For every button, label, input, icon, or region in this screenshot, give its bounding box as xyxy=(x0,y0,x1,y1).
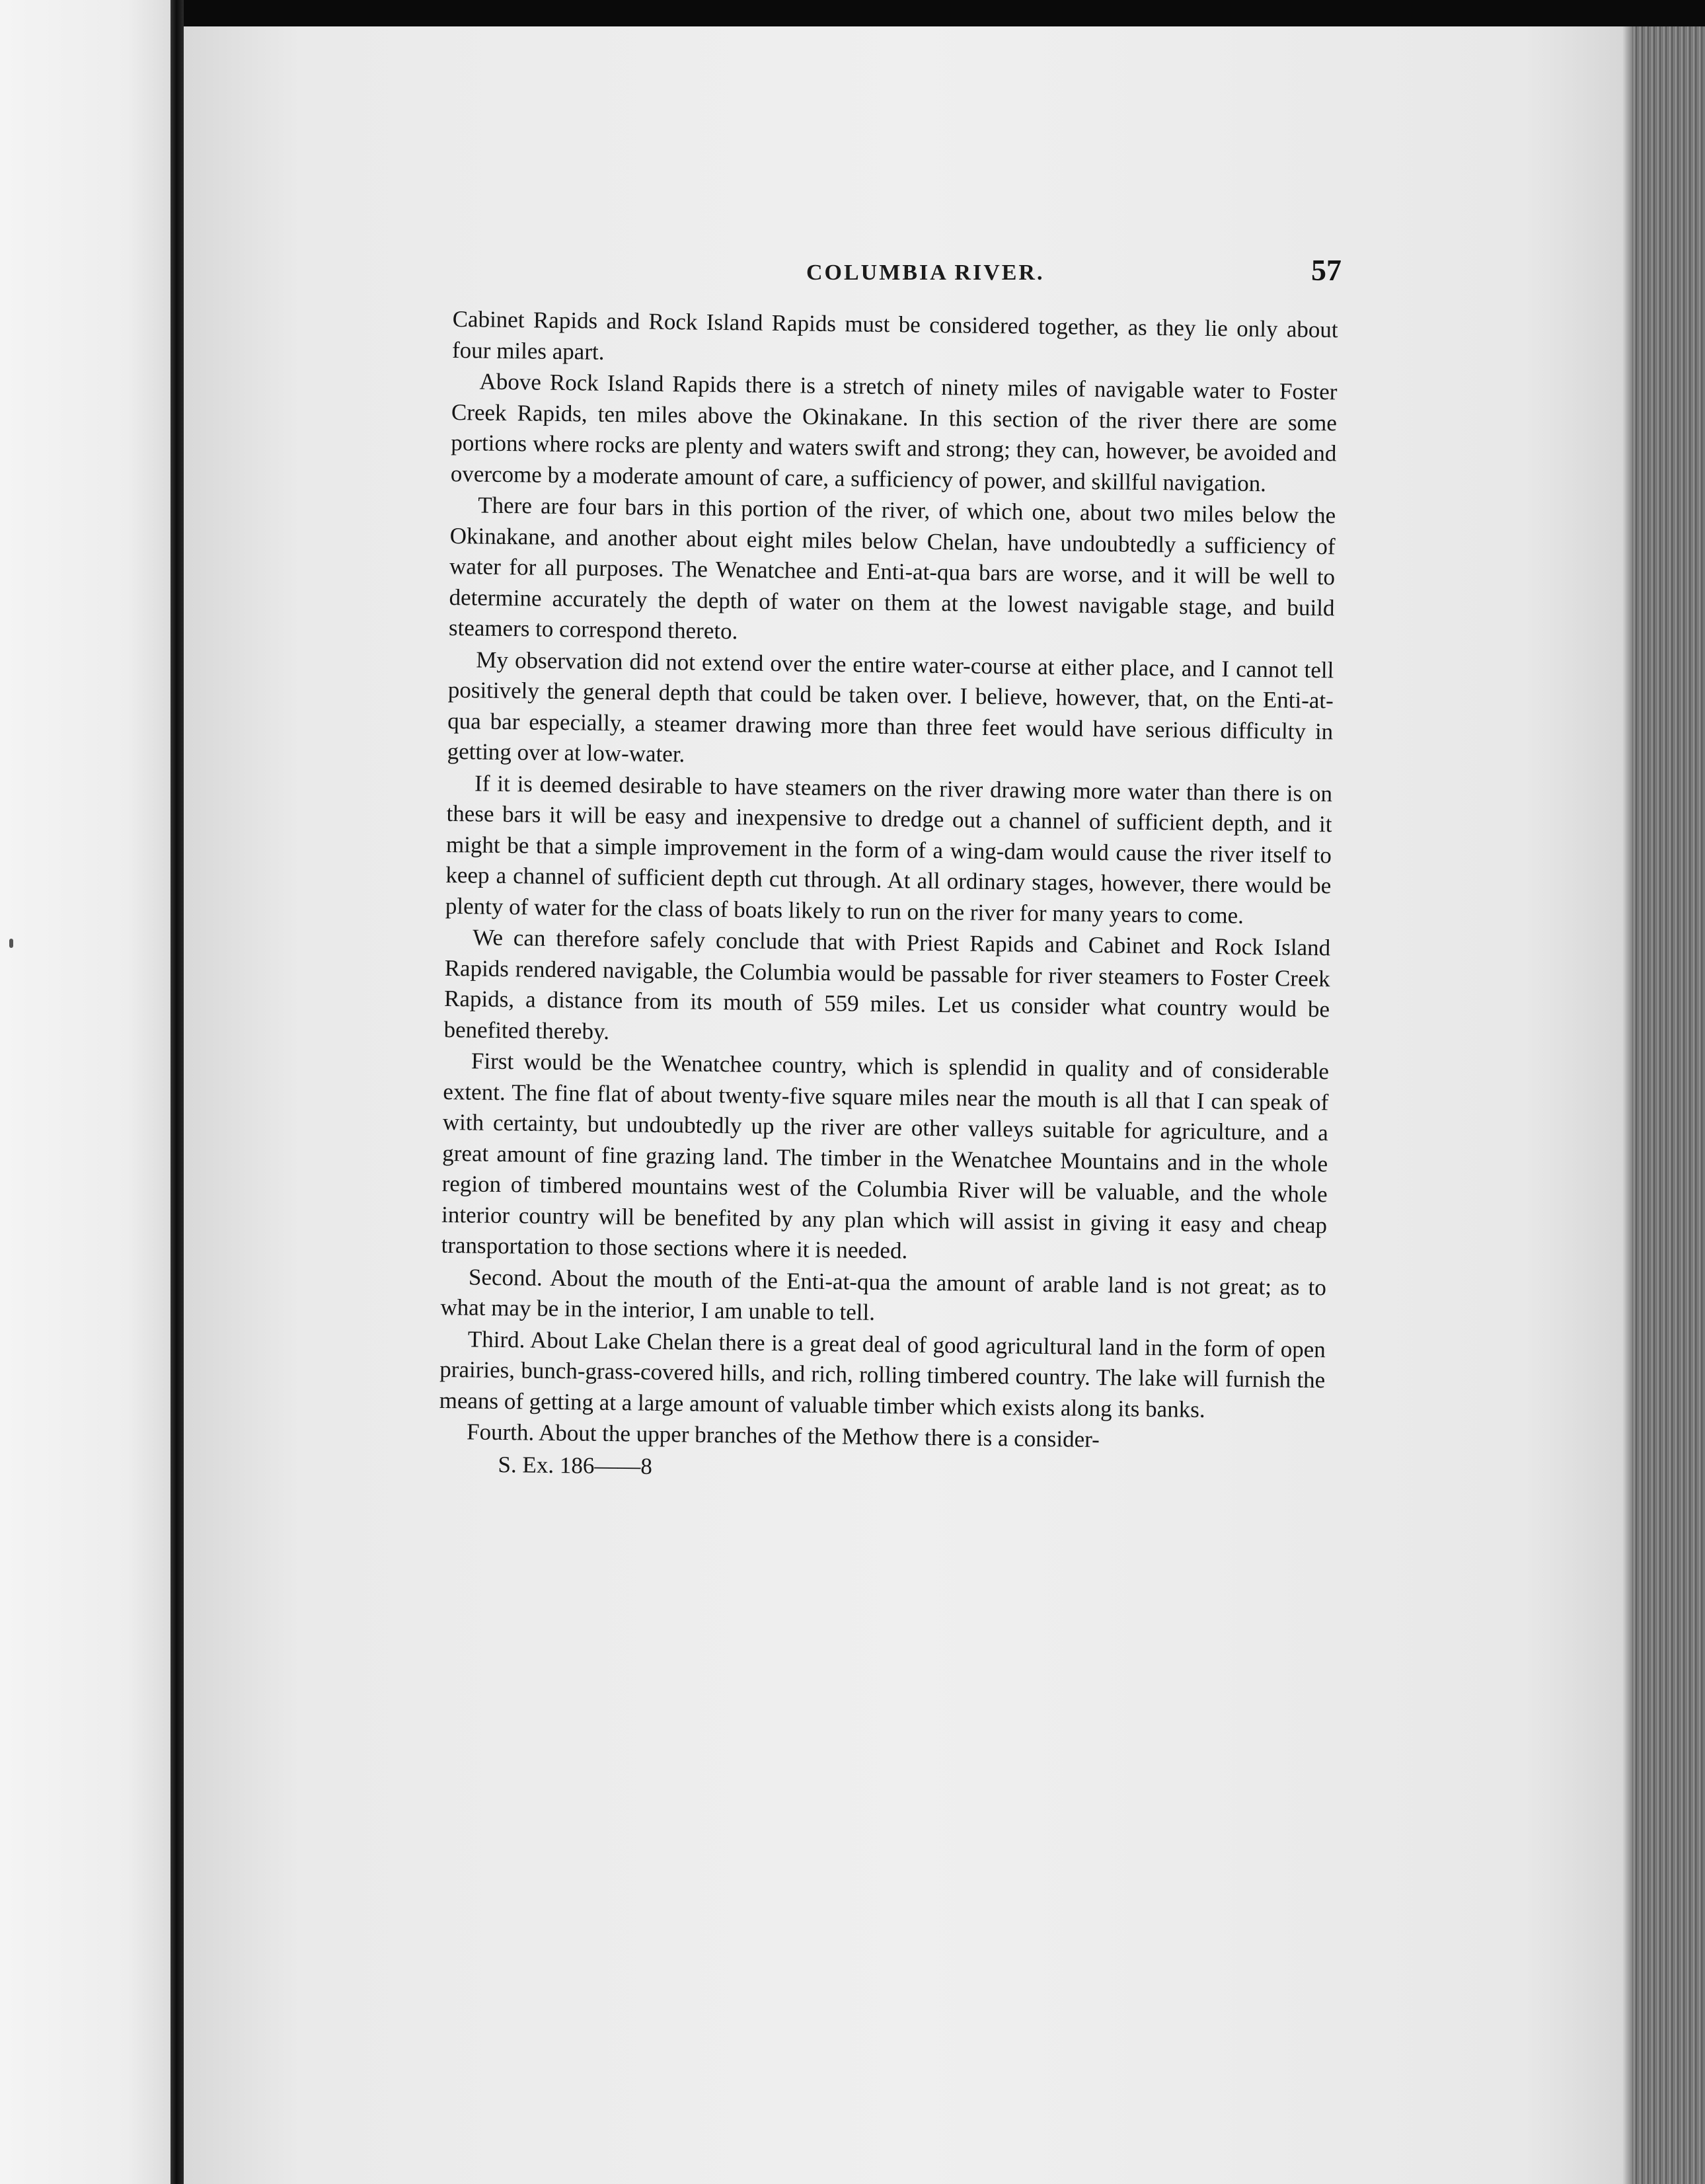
paragraph: If it is deemed desirable to have steamers on the river drawing more water than there is on these bars it will be easy and inexpensive to dredge out a channel of sufficient depth, and it might be that a simple improvement in the form of a wing-dam would cause the river itself to keep a channel of sufficient depth cut through. At all ordinary stages, however, there would be plenty of water for the class of boats likely to run on the river for many years to come. xyxy=(445,769,1333,929)
paragraph: Third. About Lake Chelan there is a great deal of good agricultural land in the form of open prairies, bunch-grass-covered hills, and rich, rolling timbered country. The lake will furnish the means of getting at a large amount of valuable timber which exists along its banks. xyxy=(439,1325,1326,1423)
page-block-edge xyxy=(1632,26,1705,2184)
paragraph: There are four bars in this portion of the river, of which one, about two miles below the Okinakane, and another about eight miles below Chelan, have undoubtedly a sufficiency of water for all purposes. The Wenatchee and Enti-at-qua bars are worse, and it will be well to determine accurately the depth of water on them at the lowest navigable stage, and build steamers to correspond thereto. xyxy=(448,492,1336,644)
paragraph: Above Rock Island Rapids there is a stretch of ninety miles of navigable water to Foster Creek Rapids, ten miles above the Okinakane. In this section of the river there are some portions where rocks are plenty and waters swift and strong; they can, however, be avoided and overcome by a moderate amount of care, a sufficiency of power, and skillful navigation. xyxy=(450,368,1338,496)
paragraph: Second. About the mouth of the Enti-at-qua the amount of arable land is not great; as to what may be in the interior, I am unable to tell. xyxy=(440,1263,1327,1325)
signature-mark: S. Ex. 186——8 xyxy=(498,1451,653,1479)
paragraph: Cabinet Rapids and Rock Island Rapids must be considered together, as they lie only about four miles apart. xyxy=(451,305,1338,365)
paragraph: My observation did not extend over the entire water-course at either place, and I cannot tell positively the general depth that could be taken over. I believe, however, that, on the Enti-at-qua bar especially, a steamer drawing more than three feet would have serious difficulty in getting over at low-water. xyxy=(447,646,1334,767)
paragraph: Fourth. About the upper branches of the Methow there is a consider- xyxy=(466,1419,1100,1453)
running-head xyxy=(463,253,1342,300)
ink-smudge xyxy=(9,939,13,948)
page-number: 57 xyxy=(1311,253,1342,287)
paragraph: First would be the Wenatchee country, which is splendid in quality and of considerable extent. The fine flat of about twenty-five square miles near the mouth is all that I can speak of with certainty, but undoubtedly up the river are other valleys suitable for agriculture, and a great amount of fine grazing land. The timber in the Wenatchee Mountains and in the whole region of timbered mountains west of the Columbia River will be valuable, and the whole interior country will be benefited by any plan which will assist in giving it easy and cheap transportation to those sections where it is needed. xyxy=(441,1048,1330,1264)
facing-page-margin xyxy=(0,0,170,2184)
body-text xyxy=(438,304,1338,1490)
running-head-title: COLUMBIA RIVER. xyxy=(806,260,1045,285)
paragraph: We can therefore safely conclude that with Priest Rapids and Cabinet and Rock Island Rapids rendered navigable, the Columbia would be passable for river steamers to Foster Creek Rapids, a distance from its mouth of 559 miles. Let us consider what country would be benefited thereby. xyxy=(443,924,1331,1044)
book-gutter xyxy=(170,0,184,2184)
